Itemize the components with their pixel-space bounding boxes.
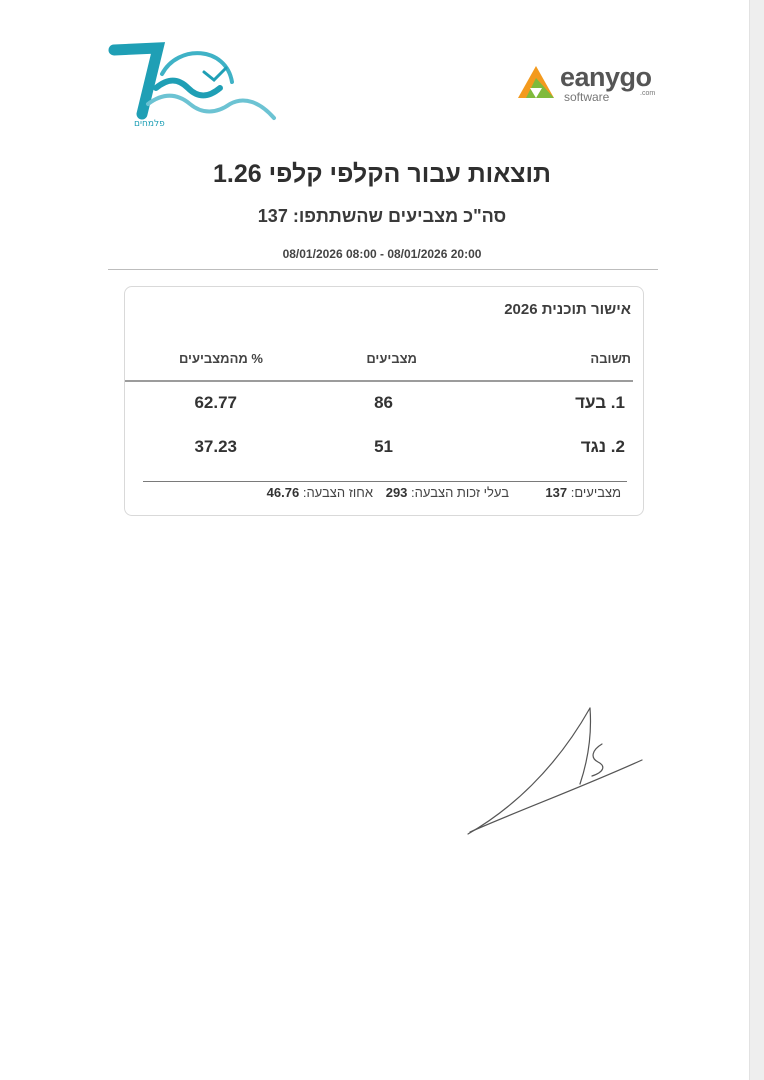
- footer-eligible-value: 293: [385, 485, 408, 500]
- date-range: 08/01/2026 08:00 - 08/01/2026 20:00: [282, 247, 482, 261]
- footer-turnout-label: אחוז הצבעה:: [302, 485, 373, 500]
- column-header-voters: מצביעים: [366, 351, 417, 366]
- eanygo-tagline: software: [564, 90, 610, 104]
- answer-cell: 2. נגד: [580, 437, 625, 456]
- column-header-percent: % מהמצביעים: [178, 351, 263, 366]
- table-header-divider: [125, 380, 633, 382]
- footer-voters: [545, 485, 621, 500]
- signature-icon: [460, 700, 650, 842]
- footer-voters-label: מצביעים:: [570, 485, 621, 500]
- header-divider: [108, 269, 658, 270]
- eanygo-domain: .com: [640, 90, 656, 97]
- footer-eligible: [386, 485, 509, 500]
- answer-cell: 1. בעד: [575, 393, 625, 412]
- poll-title: אישור תוכנית 2026: [504, 301, 631, 318]
- table-row: [125, 393, 643, 423]
- voters-cell: 51: [374, 437, 393, 456]
- percent-cell: 62.77: [194, 393, 237, 412]
- eanygo-logo: [516, 62, 666, 108]
- table-footer-divider: [143, 481, 627, 482]
- percent-cell: 37.23: [194, 437, 237, 456]
- kibbutz-70-logo-icon: [104, 42, 280, 130]
- logo-hebrew-text: פלמחים: [134, 119, 165, 129]
- eanygo-mark-icon: [516, 64, 556, 104]
- column-header-answer: תשובה: [590, 351, 631, 366]
- footer-eligible-label: בעלי זכות הצבעה:: [411, 485, 509, 500]
- page-title: תוצאות עבור הקלפי קלפי 1.26: [213, 160, 551, 188]
- table-row: [125, 437, 643, 467]
- footer-voters-value: 137: [545, 485, 568, 500]
- footer-turnout-value: 46.76: [266, 485, 300, 500]
- voters-cell: 86: [374, 393, 393, 412]
- total-voters-subtitle: סה"כ מצביעים שהשתתפו: 137: [257, 206, 507, 226]
- eanygo-name: eanygo: [560, 62, 652, 92]
- results-card: [124, 286, 644, 516]
- footer-turnout: [267, 485, 373, 500]
